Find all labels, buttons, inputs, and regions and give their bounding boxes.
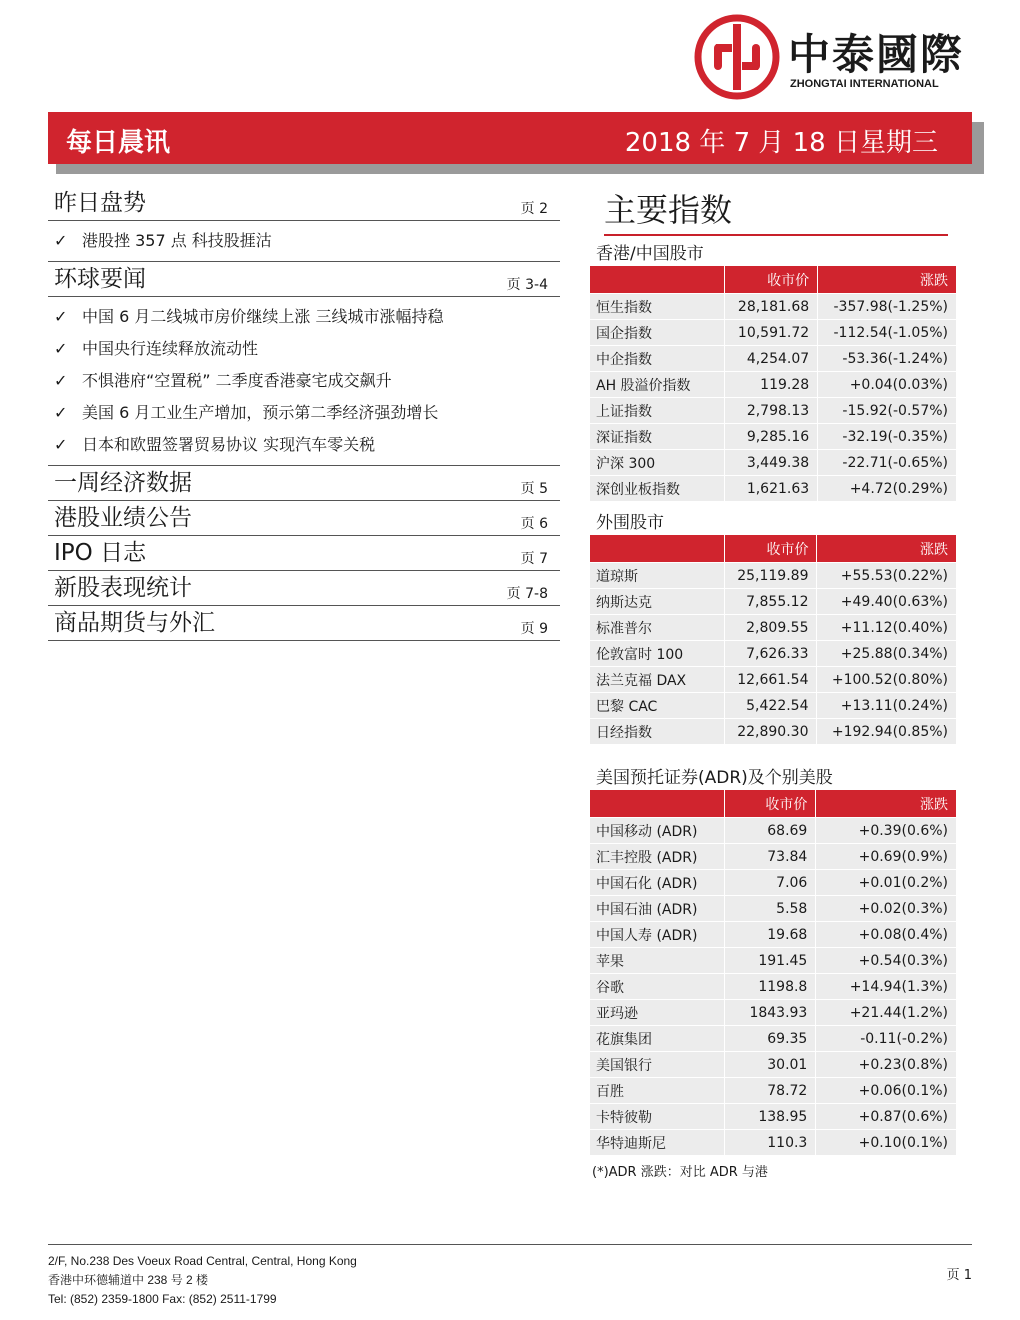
header-change: 涨跌 [815, 790, 956, 817]
table-row [590, 475, 956, 501]
toc-bullet-item [54, 333, 560, 365]
index-name: 巴黎 CAC [590, 692, 724, 718]
main-indices-panel [590, 186, 960, 1180]
index-name: 百胜 [590, 1077, 724, 1103]
close-value: 2,809.55 [724, 614, 816, 640]
footer-address-cn: 香港中环德辅道中 238 号 2 楼 [48, 1273, 209, 1287]
header-close: 收市价 [724, 790, 815, 817]
toc-section [48, 186, 560, 221]
change-value: +0.04(0.03%) [817, 371, 956, 397]
toc-bullet-text: 中国央行连续释放流动性 [82, 339, 259, 358]
toc-section-title: 新股表现统计 [54, 575, 192, 601]
change-value: -357.98(-1.25%) [817, 293, 956, 319]
table-row [590, 666, 956, 692]
close-value: 110.3 [724, 1129, 815, 1155]
change-value: +0.06(0.1%) [815, 1077, 956, 1103]
table-row [590, 869, 956, 895]
close-value: 5,422.54 [724, 692, 816, 718]
change-value: -0.11(-0.2%) [815, 1025, 956, 1051]
close-value: 1,621.63 [724, 475, 817, 501]
footer-contact: Tel: (852) 2359-1800 Fax: (852) 2511-1799 [48, 1292, 277, 1306]
header-close: 收市价 [724, 535, 816, 562]
toc-page-ref: 页 7 [520, 551, 548, 567]
close-value: 73.84 [724, 843, 815, 869]
close-value: 191.45 [724, 947, 815, 973]
header-name-cell [590, 266, 724, 293]
close-value: 78.72 [724, 1077, 815, 1103]
toc-section-title: 港股业绩公告 [54, 505, 192, 531]
index-name: 花旗集团 [590, 1025, 724, 1051]
toc-bullet-list [48, 221, 560, 261]
change-value: -32.19(-0.35%) [817, 423, 956, 449]
table-row [590, 921, 956, 947]
change-value: -15.92(-0.57%) [817, 397, 956, 423]
adr-table [590, 790, 956, 1155]
indices-title: 主要指数 [604, 191, 733, 229]
close-value: 12,661.54 [724, 666, 816, 692]
table-row [590, 1103, 956, 1129]
table-row [590, 371, 956, 397]
report-date: 2018 年 7 月 18 日星期三 [624, 128, 938, 158]
toc-bullet-list [48, 297, 560, 465]
table-row [590, 397, 956, 423]
close-value: 7,855.12 [724, 588, 816, 614]
table-row [590, 423, 956, 449]
checkmark-icon: ✓ [54, 403, 68, 422]
index-name: 国企指数 [590, 319, 724, 345]
adr-label: 美国预托证券(ADR)及个别美股 [596, 768, 833, 788]
table-header-row [590, 266, 956, 293]
toc-section-title: 昨日盘势 [54, 190, 146, 216]
footer-address-en: 2/F, No.238 Des Voeux Road Central, Central, Hong Kong [48, 1254, 357, 1268]
table-of-contents [48, 186, 560, 641]
toc-page-ref: 页 6 [520, 516, 548, 532]
table-row [590, 1051, 956, 1077]
toc-section [48, 262, 560, 297]
close-value: 28,181.68 [724, 293, 817, 319]
checkmark-icon: ✓ [54, 231, 68, 250]
change-value: +25.88(0.34%) [816, 640, 956, 666]
change-value: +0.87(0.6%) [815, 1103, 956, 1129]
table-row [590, 588, 956, 614]
index-name: 伦敦富时 100 [590, 640, 724, 666]
header-name-cell [590, 535, 724, 562]
table-row [590, 614, 956, 640]
footer-divider [48, 1244, 972, 1245]
index-name: 中国石化 (ADR) [590, 869, 724, 895]
table-row [590, 843, 956, 869]
toc-page-ref: 页 9 [520, 621, 548, 637]
index-name: 深证指数 [590, 423, 724, 449]
index-name: 亚玛逊 [590, 999, 724, 1025]
index-name: 中国人寿 (ADR) [590, 921, 724, 947]
close-value: 7,626.33 [724, 640, 816, 666]
toc-bullet-item [54, 301, 560, 333]
table-row [590, 319, 956, 345]
change-value: -53.36(-1.24%) [817, 345, 956, 371]
overseas-market-label: 外围股市 [596, 513, 664, 533]
checkmark-icon: ✓ [54, 435, 68, 454]
index-name: 苹果 [590, 947, 724, 973]
change-value: -22.71(-0.65%) [817, 449, 956, 475]
table-row [590, 562, 956, 588]
index-name: 卡特彼勒 [590, 1103, 724, 1129]
index-name: 日经指数 [590, 718, 724, 744]
zhongtai-logo-icon [694, 14, 780, 100]
index-name: 道琼斯 [590, 562, 724, 588]
toc-bullet-text: 日本和欧盟签署贸易协议 实现汽车零关税 [82, 435, 376, 454]
close-value: 19.68 [724, 921, 815, 947]
toc-section [48, 501, 560, 536]
close-value: 30.01 [724, 1051, 815, 1077]
toc-section-title: 一周经济数据 [54, 470, 192, 496]
toc-section-title: IPO 日志 [54, 540, 147, 566]
table-row [590, 345, 956, 371]
toc-page-ref: 页 5 [520, 481, 548, 497]
index-name: 上证指数 [590, 397, 724, 423]
close-value: 22,890.30 [724, 718, 816, 744]
change-value: +11.12(0.40%) [816, 614, 956, 640]
toc-bullet-item [54, 429, 560, 461]
brand-name-cn: 中泰國際 [788, 30, 965, 79]
toc-bullet-item [54, 365, 560, 397]
table-row [590, 692, 956, 718]
toc-bullet-text: 港股挫 357 点 科技股捱沽 [82, 231, 272, 250]
header-change: 涨跌 [816, 535, 956, 562]
page-number: 页 1 [946, 1268, 972, 1283]
index-name: 深创业板指数 [590, 475, 724, 501]
toc-page-ref: 页 7-8 [506, 586, 548, 602]
checkmark-icon: ✓ [54, 307, 68, 326]
table-row [590, 895, 956, 921]
header-bar [48, 112, 972, 164]
toc-page-ref: 页 2 [520, 201, 548, 217]
change-value: +0.23(0.8%) [815, 1051, 956, 1077]
header-change: 涨跌 [817, 266, 956, 293]
index-name: 纳斯达克 [590, 588, 724, 614]
close-value: 69.35 [724, 1025, 815, 1051]
table-row [590, 640, 956, 666]
change-value: +0.69(0.9%) [815, 843, 956, 869]
index-name: 美国银行 [590, 1051, 724, 1077]
close-value: 1843.93 [724, 999, 815, 1025]
close-value: 5.58 [724, 895, 815, 921]
brand-name-en: ZHONGTAI INTERNATIONAL [790, 78, 939, 90]
toc-section [48, 536, 560, 571]
change-value: +0.10(0.1%) [815, 1129, 956, 1155]
title-divider [604, 234, 948, 236]
index-name: 中企指数 [590, 345, 724, 371]
toc-section [48, 466, 560, 501]
table-row [590, 1129, 956, 1155]
index-name: 中国石油 (ADR) [590, 895, 724, 921]
close-value: 68.69 [724, 817, 815, 843]
footer [48, 1252, 357, 1309]
toc-bullet-item [54, 397, 560, 429]
change-value: +55.53(0.22%) [816, 562, 956, 588]
header-close: 收市价 [724, 266, 817, 293]
toc-section [48, 571, 560, 606]
index-name: 中国移动 (ADR) [590, 817, 724, 843]
toc-page-ref: 页 3-4 [506, 277, 548, 293]
close-value: 3,449.38 [724, 449, 817, 475]
report-title: 每日晨讯 [66, 128, 171, 158]
table-row [590, 817, 956, 843]
close-value: 25,119.89 [724, 562, 816, 588]
change-value: +0.08(0.4%) [815, 921, 956, 947]
change-value: +0.01(0.2%) [815, 869, 956, 895]
brand-logo [694, 14, 965, 104]
table-row [590, 1025, 956, 1051]
change-value: +14.94(1.3%) [815, 973, 956, 999]
toc-bullet-text: 不惧港府“空置税” 二季度香港豪宅成交飙升 [82, 371, 392, 390]
index-name: AH 股溢价指数 [590, 371, 724, 397]
checkmark-icon: ✓ [54, 371, 68, 390]
close-value: 4,254.07 [724, 345, 817, 371]
overseas-index-table [590, 535, 956, 744]
index-name: 谷歌 [590, 973, 724, 999]
table-row [590, 718, 956, 744]
table-header-row [590, 535, 956, 562]
change-value: +192.94(0.85%) [816, 718, 956, 744]
change-value: -112.54(-1.05%) [817, 319, 956, 345]
index-name: 沪深 300 [590, 449, 724, 475]
change-value: +21.44(1.2%) [815, 999, 956, 1025]
table-row [590, 293, 956, 319]
close-value: 9,285.16 [724, 423, 817, 449]
adr-note: (*)ADR 涨跌：对比 ADR 与港 [592, 1165, 768, 1180]
close-value: 7.06 [724, 869, 815, 895]
change-value: +0.39(0.6%) [815, 817, 956, 843]
toc-section-title: 商品期货与外汇 [54, 610, 215, 636]
index-name: 法兰克福 DAX [590, 666, 724, 692]
close-value: 119.28 [724, 371, 817, 397]
table-header-row [590, 790, 956, 817]
hk-cn-market-label: 香港/中国股市 [596, 244, 704, 264]
table-row [590, 947, 956, 973]
close-value: 2,798.13 [724, 397, 817, 423]
index-name: 标准普尔 [590, 614, 724, 640]
toc-section-title: 环球要闻 [54, 266, 146, 292]
close-value: 10,591.72 [724, 319, 817, 345]
index-name: 汇丰控股 (ADR) [590, 843, 724, 869]
table-row [590, 999, 956, 1025]
toc-section [48, 606, 560, 641]
change-value: +0.54(0.3%) [815, 947, 956, 973]
index-name: 恒生指数 [590, 293, 724, 319]
toc-bullet-text: 中国 6 月二线城市房价继续上涨 三线城市涨幅持稳 [82, 307, 444, 326]
change-value: +0.02(0.3%) [815, 895, 956, 921]
close-value: 138.95 [724, 1103, 815, 1129]
change-value: +4.72(0.29%) [817, 475, 956, 501]
change-value: +13.11(0.24%) [816, 692, 956, 718]
checkmark-icon: ✓ [54, 339, 68, 358]
table-row [590, 1077, 956, 1103]
table-row [590, 449, 956, 475]
header-name-cell [590, 790, 724, 817]
toc-bullet-item [54, 225, 560, 257]
toc-bullet-text: 美国 6 月工业生产增加，预示第二季经济强劲增长 [82, 403, 439, 422]
table-row [590, 973, 956, 999]
index-name: 华特迪斯尼 [590, 1129, 724, 1155]
change-value: +49.40(0.63%) [816, 588, 956, 614]
close-value: 1198.8 [724, 973, 815, 999]
change-value: +100.52(0.80%) [816, 666, 956, 692]
hk-cn-index-table [590, 266, 956, 501]
